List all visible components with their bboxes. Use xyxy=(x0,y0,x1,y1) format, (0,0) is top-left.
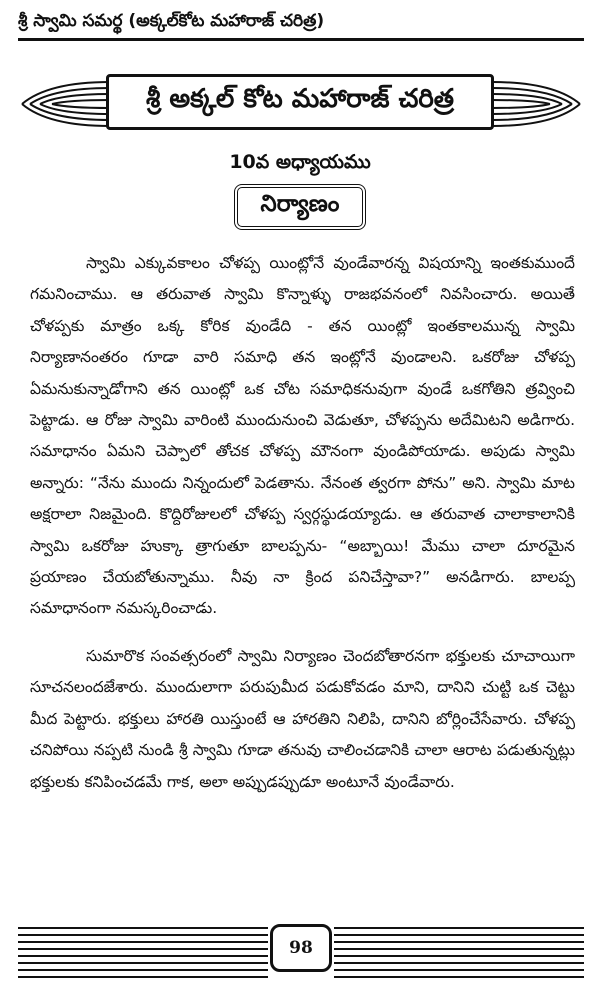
title-left-lines xyxy=(18,74,110,134)
chapter-body xyxy=(30,248,575,798)
page-number: 98 xyxy=(270,924,332,972)
chapter-number: 10వ అధ్యాయము xyxy=(229,151,371,173)
footer-right-lines xyxy=(334,924,584,980)
book-title: శ్రీ అక్కల్ కోట మహారాజ్ చరిత్ర xyxy=(106,74,494,130)
footer-left-lines xyxy=(18,924,268,980)
header-rule xyxy=(18,38,584,41)
paragraph-2: సుమారొక సంవత్సరంలో స్వామి నిర్యాణం చెందబోతారనగా భక్తులకు చూచాయిగా సూచనలందజేశారు. ముందులాగా పరుపుమీద పడుకోవడం మాని, దానిని చుట్టి ఒక చెట్టు మీద పెట్టారు. భక్తులు హారతి యిస్తుంటే ఆ హారతిని నిలిపి, దానిని బోర్లించేసేవారు. చోళప్ప చనిపోయి నప్పటి నుండి శ్రీ స్వామి గూడా తనువు చాలించడానికి చాలా ఆరాట పడుతున్నట్లు భక్తులకు కనిపించడమే గాక, అలా అప్పుడప్పుడూ అంటూనే వుండేవారు. xyxy=(30,646,575,791)
chapter-title: నిర్యాణం xyxy=(234,184,366,230)
paragraph-1: స్వామి ఎక్కువకాలం చోళప్ప యింట్లోనే వుండేవారన్న విషయాన్ని ఇంతకుముందే గమనించాము. ఆ తరువాత స్వామి కొన్నాళ్ళు రాజభవనంలో నివసించారు. అయితే చోళప్పకు మాత్రం ఒక్క కోరిక వుండేది - తన యింట్లో ఇంతకాలమున్న స్వామి నిర్యాణానంతరం గూడా వారి సమాధి తన ఇంట్లోనే వుండాలని. ఒకరోజు చోళప్ప ఏమనుకున్నాడోగాని తన యింట్లో ఒక చోట సమాధికనువుగా వుండే ఒకగోతిని త్రవ్వించి పెట్టాడు. ఆ రోజు స్వామి వారింటి ముందునుంచి వెడుతూ, చోళప్పను అదేమిటని అడిగారు. సమాధానం ఏమని చెప్పాలో తోచక చోళప్ప మౌనంగా వుండిపోయాడు. అపుడు స్వామి అన్నారు: “నేను ముందు నిన్నందులో పెడతాను. నేనంత త్వరగా పోను” అని. స్వామి మాట అక్షరాలా నిజమైంది. కొద్దిరోజులలో చోళప్ప స్వర్గస్థుడయ్యాడు. ఆ తరువాత చాలాకాలానికి స్వామి ఒకరోజు హుక్కా త్రాగుతూ బాలప్పను- “అబ్బాయి! మేము చాలా దూరమైన ప్రయాణం చేయబోతున్నాము. నీవు నా క్రింద పనిచేస్తావా?” అనడిగారు. బాలప్ప సమాధానంగా నమస్కరించాడు. xyxy=(30,254,575,618)
page-footer xyxy=(18,920,584,982)
title-banner xyxy=(18,74,584,134)
title-right-lines xyxy=(492,74,584,134)
running-header: శ్రీ స్వామి సమర్థ (అక్కల్‌కోట మహారాజ్ చరిత్ర) xyxy=(18,11,325,31)
